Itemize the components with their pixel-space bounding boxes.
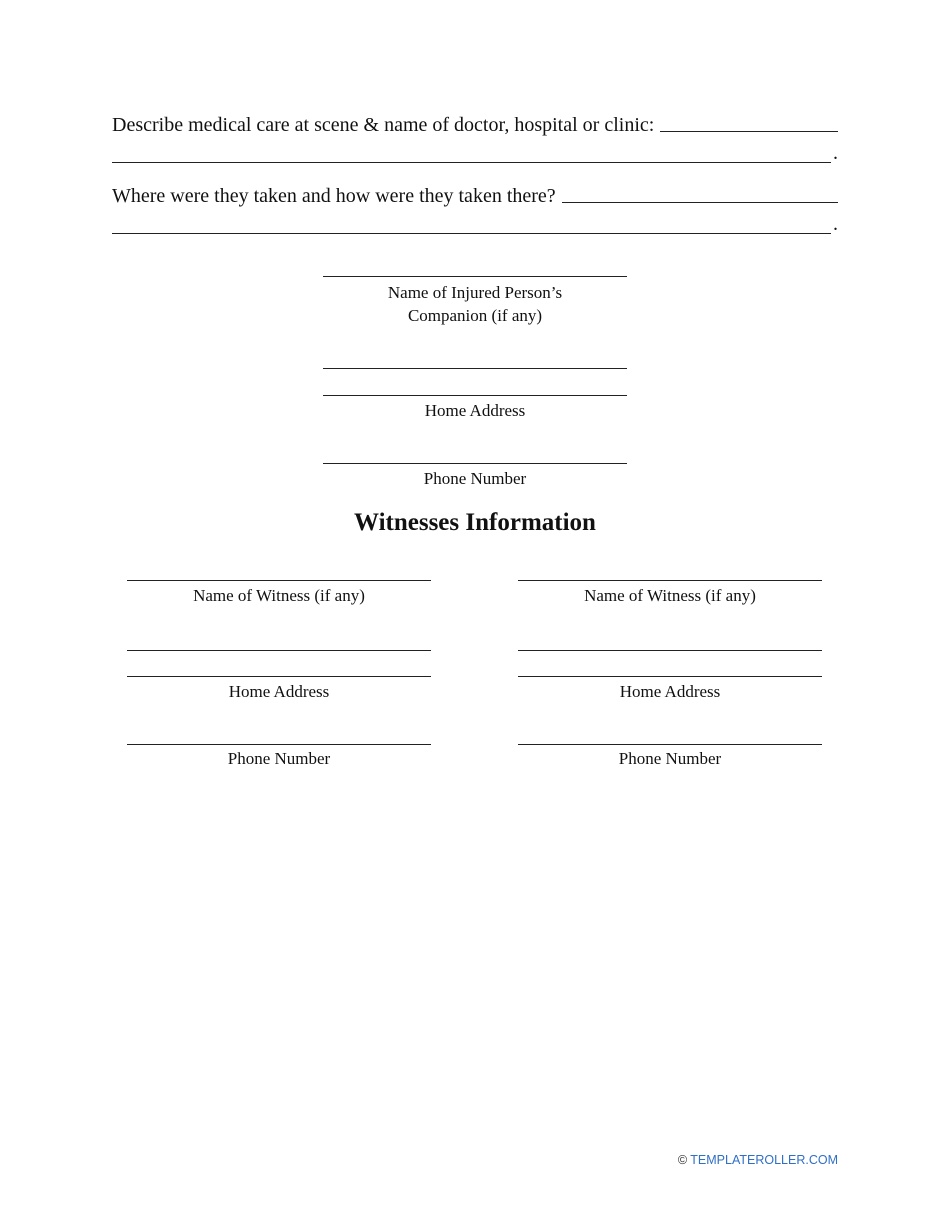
copyright-symbol: © — [677, 1153, 688, 1167]
companion-name-line[interactable] — [323, 276, 627, 277]
transport-question — [112, 181, 838, 234]
witness-2-address-line-2[interactable] — [518, 676, 822, 677]
medical-care-input-line-1[interactable] — [660, 130, 838, 132]
witness-1-phone-caption: Phone Number — [227, 749, 331, 768]
witness-1-address-line-2[interactable] — [127, 676, 431, 677]
witness-2-phone-line[interactable] — [518, 744, 822, 745]
companion-name-caption — [323, 281, 627, 327]
companion-phone-line[interactable] — [323, 463, 627, 464]
companion-address-line-2[interactable] — [323, 395, 627, 396]
companion-phone-caption: Phone Number — [423, 469, 527, 488]
witness-2-phone-caption: Phone Number — [618, 749, 722, 768]
companion-address-line-1[interactable] — [323, 368, 627, 369]
medical-care-question — [112, 110, 838, 163]
medical-care-label: Describe medical care at scene & name of doctor, hospital or clinic: — [112, 114, 655, 136]
witness-1-address-line-1[interactable] — [127, 650, 431, 651]
companion-address-caption: Home Address — [424, 401, 526, 420]
transport-end-mark: . — [833, 213, 838, 235]
witness-1-name-line[interactable] — [127, 580, 431, 581]
witness-1-address-caption: Home Address — [228, 682, 330, 701]
witness-1-name-caption: Name of Witness (if any) — [193, 586, 365, 605]
companion-name-caption-line-1: Name of Injured Person’s — [387, 283, 563, 302]
witnesses-title: Witnesses Information — [354, 509, 596, 536]
templateroller-link[interactable]: TEMPLATEROLLER.COM — [690, 1153, 838, 1167]
witness-2-name-line[interactable] — [518, 580, 822, 581]
companion-name-caption-line-2: Companion (if any) — [407, 306, 543, 325]
transport-label: Where were they taken and how were they taken there? — [112, 185, 556, 207]
medical-care-end-mark: . — [833, 142, 838, 164]
transport-input-line-1[interactable] — [562, 201, 838, 203]
witness-1-phone-line[interactable] — [127, 744, 431, 745]
witness-2-name-caption: Name of Witness (if any) — [584, 586, 756, 605]
medical-care-input-line-2[interactable] — [112, 140, 831, 163]
footer — [678, 1153, 838, 1167]
witness-2-address-caption: Home Address — [619, 682, 721, 701]
transport-input-line-2[interactable] — [112, 211, 831, 234]
witness-2-address-line-1[interactable] — [518, 650, 822, 651]
